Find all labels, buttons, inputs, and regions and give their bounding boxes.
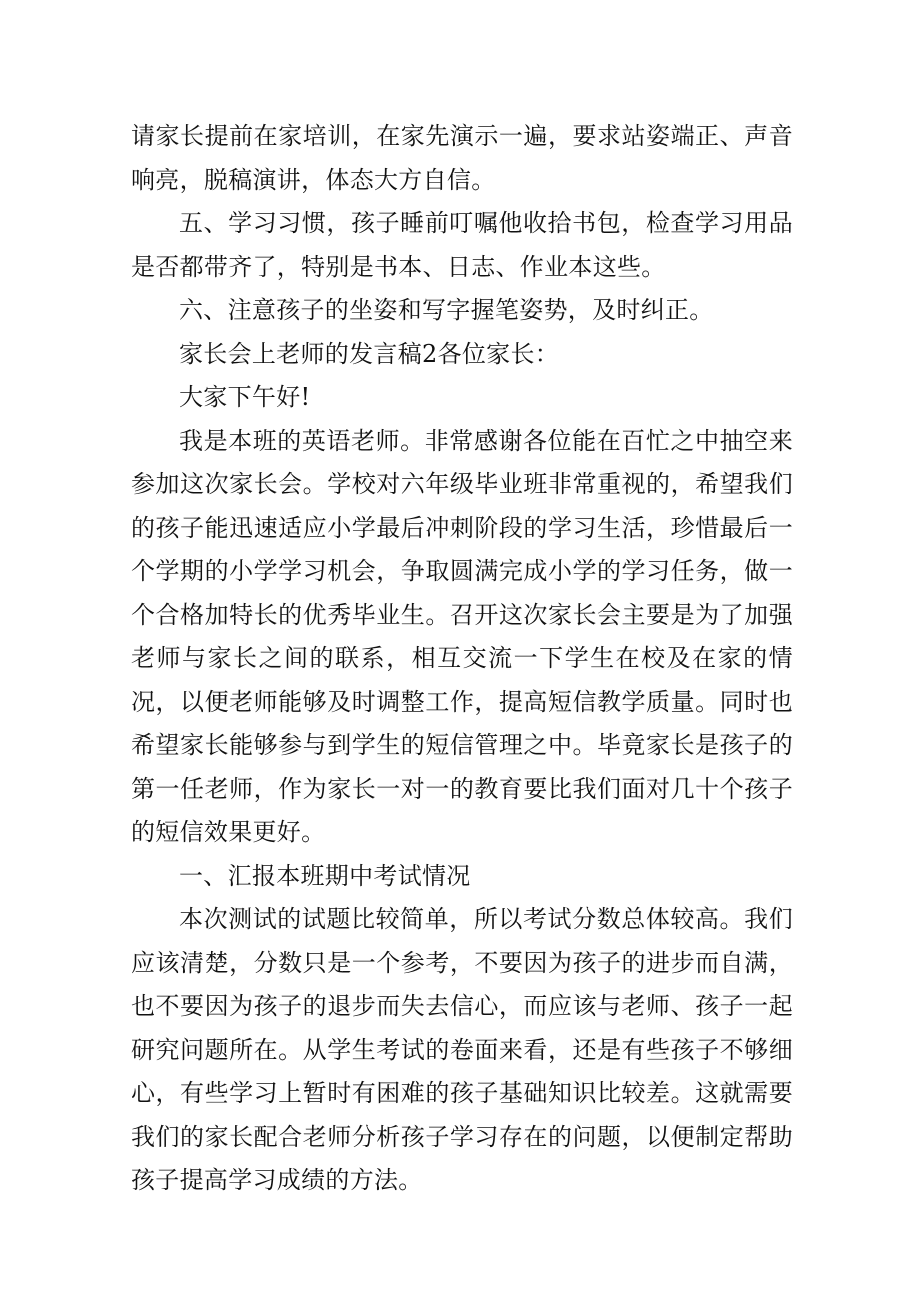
document-body (131, 115, 793, 1203)
section-heading-midterm: 一、汇报本班期中考试情况 (179, 861, 471, 890)
paragraph-homework-practice: 请家长提前在家培训，在家先演示一遍，要求站姿端正、声音响亮，脱稿演讲，体态大方自信。 (131, 122, 793, 194)
paragraph-exam-analysis: 本次测试的试题比较简单，所以考试分数总体较高。我们应该清楚，分数只是一个参考，不要因为孩子的进步而自满，也不要因为孩子的退步而失去信心，而应该与老师、孩子一起研究问题所在。从学生考试的卷面来看，还是有些孩子不够细心，有些学习上暂时有困难的孩子基础知识比较差。这就需要我们的家长配合老师分析孩子学习存在的问题，以便制定帮助孩子提高学习成绩的方法。 (131, 905, 793, 1194)
paragraph-speech-title: 家长会上老师的发言稿2各位家长： (179, 339, 560, 368)
paragraph-greeting: 大家下午好! (179, 383, 311, 411)
paragraph-introduction: 我是本班的英语老师。非常感谢各位能在百忙之中抽空来参加这次家长会。学校对六年级毕业班非常重视的，希望我们的孩子能迅速适应小学最后冲刺阶段的学习生活，珍惜最后一个学期的小学学习机会，争取圆满完成小学的学习任务，做一个合格加特长的优秀毕业生。召开这次家长会主要是为了加强老师与家长之间的联系，相互交流一下学生在校及在家的情况，以便老师能够及时调整工作，提高短信教学质量。同时也希望家长能够参与到学生的短信管理之中。毕竟家长是孩子的第一任老师，作为家长一对一的教育要比我们面对几十个孩子的短信效果更好。 (131, 426, 793, 846)
paragraph-study-habits: 五、学习习惯，孩子睡前叮嘱他收拾书包，检查学习用品是否都带齐了，特别是书本、日志、作业本这些。 (131, 209, 793, 281)
paragraph-posture: 六、注意孩子的坐姿和写字握笔姿势，及时纠正。 (179, 296, 714, 324)
